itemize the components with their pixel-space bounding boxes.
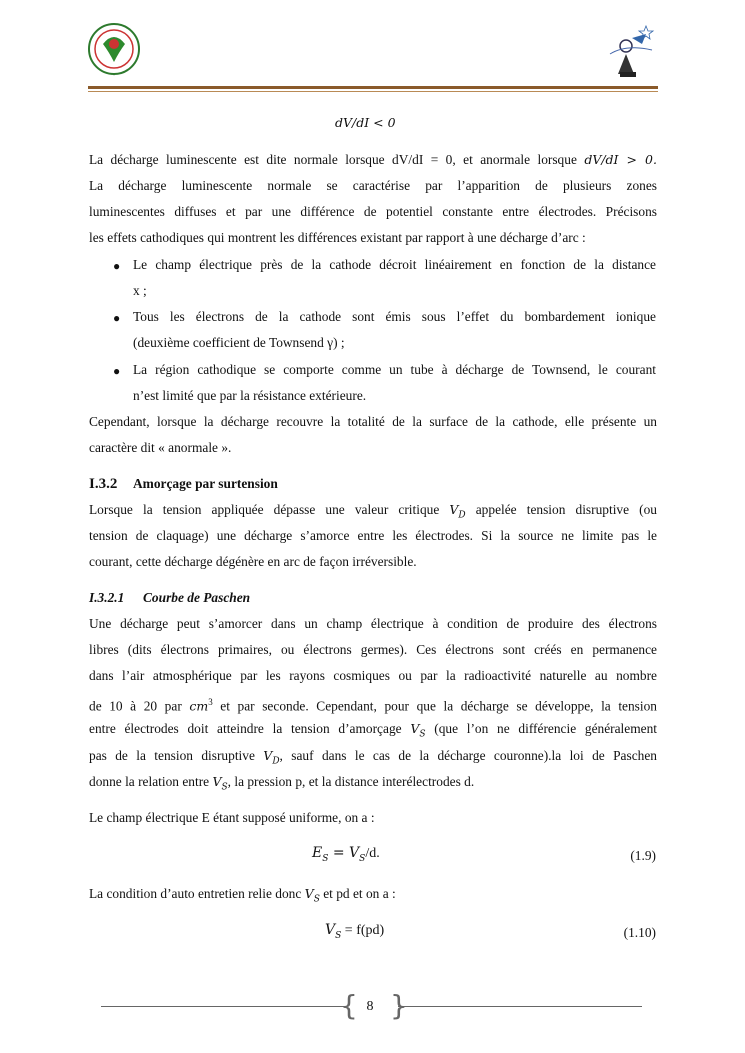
paragraph-line: La décharge luminescente normale se caractérise par l’apparition de plusieurs zones	[89, 178, 657, 193]
list-item-continuation: n’est limité que par la résistance extérieure.	[133, 388, 367, 403]
list-item: Le champ électrique près de la cathode décroit linéairement en fonction de la distance	[133, 257, 656, 272]
list-item: La région cathodique se comporte comme un tube à décharge de Townsend, le courant	[133, 362, 656, 377]
equation-1-9: $E_S = V_S/d$.	[312, 845, 380, 864]
page-number: 8	[366, 999, 374, 1014]
paragraph-line: Le champ électrique E étant supposé uniforme, on a :	[89, 810, 375, 825]
bullet-icon: ●	[113, 311, 121, 325]
footer-rule-right	[398, 1006, 642, 1007]
paragraph-line: luminescentes diffuses et par une différence de potentiel constante entre électrodes. Précisons	[89, 204, 657, 219]
university-emblem-icon	[79, 22, 149, 78]
left-brace-icon: {	[340, 989, 358, 1022]
paragraph-line: tension de claquage) une décharge s’amorce entre les électrodes. Si la source ne limite pas le	[89, 528, 657, 543]
svg-text:.: .	[113, 72, 115, 77]
paragraph-line: les effets cathodiques qui montrent les différences existant par rapport à une décharge d’arc :	[89, 230, 586, 245]
list-item-continuation: x ;	[133, 283, 147, 298]
header-rule-thin	[88, 91, 658, 92]
paragraph-line: entre électrodes doit atteindre la tension d’amorçage $V_S$ (que l’on ne différencie généralement	[89, 721, 657, 740]
section-heading	[89, 471, 657, 497]
equation-dv-di: dV/dI < 0	[335, 115, 396, 130]
paragraph-line: dans l’air atmosphérique par les rayons cosmiques ou par la radioactivité naturelle au nombre	[89, 668, 657, 683]
paragraph-line: pas de la tension disruptive $V_D$, sauf dans le cas de la décharge couronne).la loi de Paschen	[89, 748, 657, 767]
paragraph-line: La condition d’auto entretien relie donc $V_S$ et pd et on a :	[89, 886, 396, 905]
industry-engineering-icon	[606, 24, 658, 80]
subsection-heading	[89, 585, 657, 611]
equation-number: (1.9)	[630, 848, 656, 863]
header-rule	[88, 86, 658, 89]
footer-rule-left	[101, 1006, 345, 1007]
list-item-continuation: (deuxième coefficient de Townsend γ) ;	[133, 335, 345, 350]
paragraph-line: caractère dit « anormale ».	[89, 440, 232, 455]
list-item: Tous les électrons de la cathode sont émis sous l’effet du bombardement ionique	[133, 309, 656, 324]
subsection-number: I.3.2.1	[89, 590, 125, 605]
paragraph-line: donne la relation entre $V_S$, la pression p, et la distance interélectrodes d.	[89, 774, 475, 793]
paragraph-line: Cependant, lorsque la décharge recouvre la totalité de la surface de la cathode, elle présente un	[89, 414, 657, 429]
bullet-icon: ●	[113, 364, 121, 378]
paragraph-line: La décharge luminescente est dite normale lorsque dV/dI = 0, et anormale lorsque dV/dI > 0.	[89, 152, 657, 167]
paragraph-line: de 10 à 20 par $cm^3$ et par seconde. Cependant, pour que la décharge se développe, la tension	[89, 697, 658, 714]
section-number: I.3.2	[89, 476, 118, 492]
subsection-title: Courbe de Paschen	[143, 590, 251, 605]
paragraph-line: courant, cette décharge dégénère en arc de façon irréversible.	[89, 554, 417, 569]
paragraph-line: Une décharge peut s’amorcer dans un champ électrique à condition de produire des électrons	[89, 616, 657, 631]
paragraph-line: libres (dits électrons primaires, ou électrons germes). Ces électrons sont créés en permanence	[89, 642, 657, 657]
section-title: Amorçage par surtension	[133, 476, 278, 491]
paragraph-line: Lorsque la tension appliquée dépasse une valeur critique $V_D$ appelée tension disruptive (ou	[89, 502, 657, 521]
equation-number: (1.10)	[623, 925, 656, 940]
bullet-icon: ●	[113, 259, 121, 273]
equation-1-10: $V_S = f(pd)$	[325, 922, 385, 941]
right-brace-icon: }	[390, 989, 408, 1022]
